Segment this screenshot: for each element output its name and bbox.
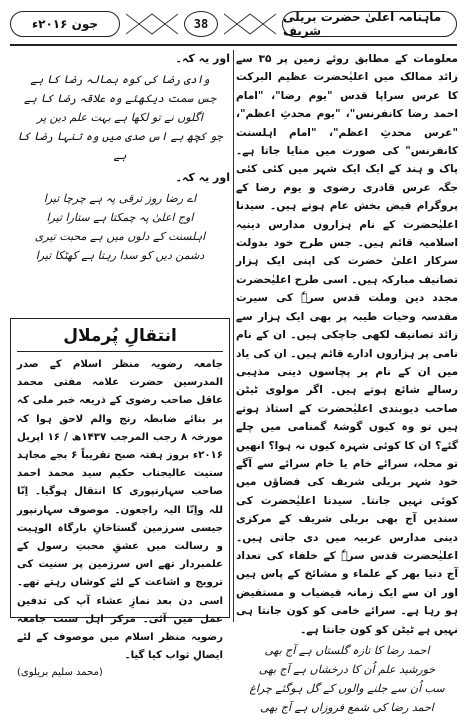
poem-line: اوج اعلیٰ پہ چمکتا ہے ستارا تیرا: [46, 211, 194, 224]
article-column-right: [236, 50, 458, 721]
verse-intro-label: اور یہ کہ۔: [175, 52, 230, 65]
header-ornament-left: [126, 12, 178, 36]
verse-intro-label: اور یہ کہ۔: [175, 171, 230, 184]
column-divider: [233, 50, 234, 622]
poem-line: سب اُن سے جلنے والوں کے گل ہوگئے چراغ: [249, 682, 445, 695]
header-ornament-right: [224, 12, 276, 36]
issue-date: جون ۲۰۱۶ء: [10, 11, 120, 37]
obituary-title: انتقالِ پُرملال: [17, 323, 223, 352]
poem-line: دشمن دیں کو سدا رہتا ہے کھٹکا تیرا: [35, 249, 205, 262]
obituary-box: [10, 318, 230, 679]
poem-line: اگلوں نے تو لکھا ہے بہت علم دین پر: [37, 111, 203, 124]
poem-block-2: [10, 189, 230, 265]
poem-line: جو کچھ ہے اس صدی میں وہ تنہا رضا کا ہے: [17, 130, 223, 162]
obituary-text: جامعہ رضویہ منظر اسلام کے صدر المدرسین حضرت علامہ مفتی محمد عاقل صاحب رضوی کے ذریعہ خبر ملی کہ بر بنائے ضابطہ رنج والم لاحق ہوا کہ مورخہ ۸ رجب المرجب ۱۴۳۷ھ / ۱۶ اپریل ۲۰۱۶ء بروز ہفتہ صبح تقریباً ۶ بجے مجاہد سنیت عالیجناب حکیم سید محمد احمد صاحب سہارنپوری کا انتقال ہوگیا۔ اِنّا للہ واِنّا الیہ راجعون۔ موصوف سہارنپور جیسی سرزمین گستاخانِ بارگاہ الوہیت و رسالت میں عشقِ محبتِ رسول کے علمبردار تھے اس سرزمین پر سنیت کی ترویج و اشاعت کے لئے کوشاں رہتے تھے۔ اسی دن بعد نمازِ عشاء آپ کی تدفین عمل میں آئی۔ مرکز اہل سنت جامعہ رضویہ منظر اسلام میں موصوف کے لئے ایصالِ ثواب کیا گیا۔: [17, 359, 223, 662]
closing-poem: [236, 641, 458, 717]
magazine-title: ماہنامہ اعلیٰ حضرت بریلی شریف: [282, 11, 457, 37]
poem-line: اے رضا روز ترقی پہ ہے چرچا تیرا: [43, 192, 197, 205]
poem-line: خورشید علم اُن کا درخشاں ہے آج بھی: [258, 663, 436, 676]
poem-line: وادی رضا کی کوہ ہمالہ رضا کا ہے: [30, 73, 210, 86]
page-number: 38: [184, 11, 218, 37]
obituary-signature: (محمد سلیم بریلوی): [17, 667, 103, 679]
poem-block-1: [10, 70, 230, 165]
poem-line: جس سمت دیکھئے وہ علاقہ رضا کا ہے: [23, 92, 217, 105]
header-rule: [10, 44, 457, 46]
page-header: [10, 8, 457, 40]
poem-line: احمد رضا کی شمع فروزاں ہے آج بھی: [260, 701, 434, 714]
article-column-left: [10, 50, 230, 269]
poem-line: اہلسنت کے دلوں میں ہے محبت تیری: [34, 230, 206, 243]
poem-line: احمد رضا کا تازہ گلستاں ہے آج بھی: [264, 644, 430, 657]
article-paragraph: معلومات کے مطابق روئے زمین پر ۳۵ سے زائد ممالک میں اعلیٰحضرت عظیم البرکت کا عرس سراپا قدس "یوم رضا"، "امام احمد رضا کانفرنس"، "یوم محدثِ اعظم"، "عرس محدثِ اعظم"، "امام اہلسنت کانفرنس" کی صورت میں منایا جاتا ہے۔ پاک و ہند کے ایک ایک شہر میں کئی کئی جگہ عرس قادری رضوی و یوم رضا کے پروگرام فیض بخش عام ہوتے ہیں۔ سیدنا اعلیٰحضرت کے نام ہزاروں مدارس دینیہ اسلامیہ قائم ہیں۔ جس طرح خود بدولت سرکار اعلیٰ حضرت کی اپنی ایک ہزار تصانیف مبارکہ ہیں۔ اسی طرح اعلیٰحضرت مجدد دین وملت قدس سرہٗ کی سیرت مقدسہ وحیات طیبہ پر بھی ایک ہزار سے زائد تصانیف لکھی جاچکی ہیں۔ ان کے نام نامی پر ہزاروں ادارے قائم ہیں۔ ان کی یاد میں ان کے نام پر پچاسوں دینی مذہبی رسالے شائع ہوتے ہیں۔ اگر مولوی ٹیٹن صاحب دیوبندی اعلیٰحضرت کے استاذ ہوتے ہیں تو وہ کیوں گوشۂ گمنامی میں چلے گئے؟ ان کا کوئی شہرہ کیوں نہ ہوا؟ انھیں تو محلہ، سرائے خام یا خام سرائے سے آگے خود شہر بریلی شریف کی فضاؤں میں کوئی نہیں جانتا۔ سیدنا اعلیٰحضرت کی سندیں آج بھی بریلی شریف کے مرکزی دینی مدارس عربیہ میں دی جاتی ہیں۔ اعلیٰحضرت قدس سرہٗ کے خلفاء کی تعداد آج دنیا بھر کے علماء و مشائخ کے پاس ہیں اور ان سے ایک زمانہ فیضیاب و مستفیض ہو رہا ہے۔ سرائے خامی کو کون جانتا ہی نہیں ہے ٹیٹن کو کون جانتا ہے۔: [236, 53, 458, 636]
